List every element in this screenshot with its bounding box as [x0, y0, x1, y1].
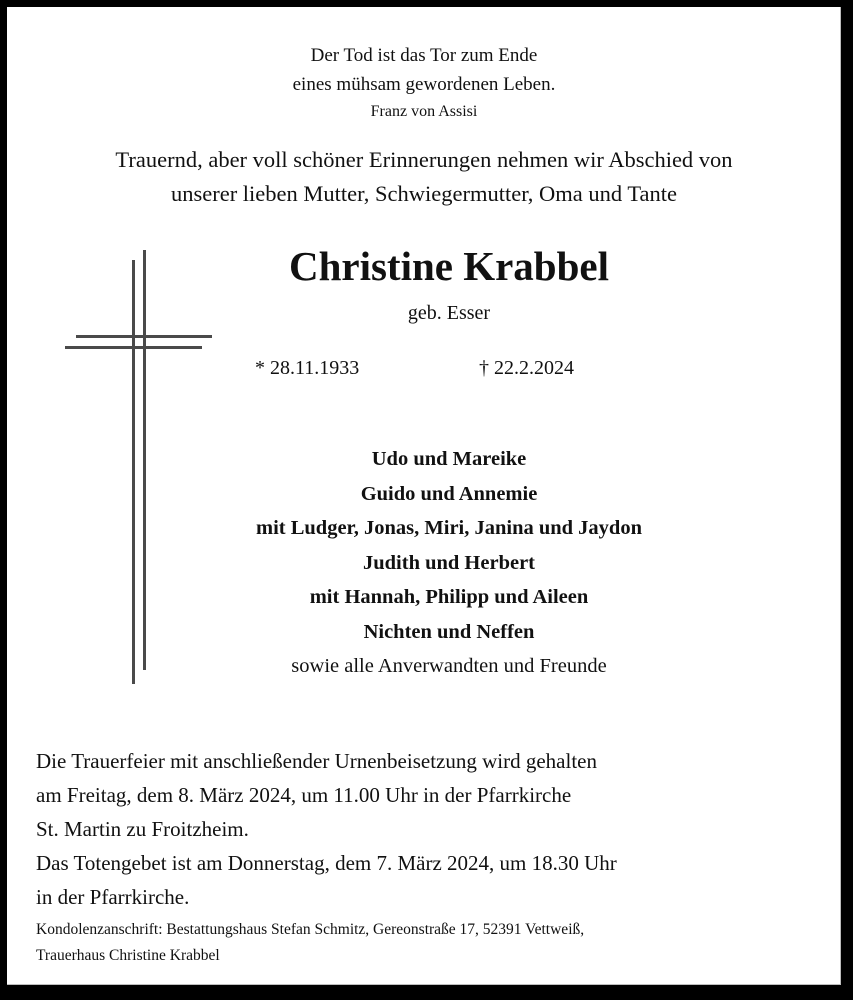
- cross-horizontal-bottom: [65, 346, 202, 349]
- ceremony-line: St. Martin zu Froitzheim.: [36, 817, 249, 841]
- family-line: Judith und Herbert: [363, 551, 535, 574]
- family-line: Udo und Mareike: [371, 448, 527, 470]
- deceased-name: Christine Krabbel: [288, 243, 610, 289]
- condolence-line: Kondolenzanschrift: Bestattungshaus Stefan Schmitz, Gereonstraße 17, 52391 Vettweiß,: [36, 921, 585, 938]
- quote-author: Franz von Assisi: [370, 103, 478, 120]
- condolence-address: [36, 917, 836, 969]
- quote-block: [7, 41, 841, 125]
- ceremony-line: Die Trauerfeier mit anschließender Urnenbeisetzung wird gehalten: [36, 749, 597, 773]
- intro-text: [7, 143, 841, 211]
- family-line: Guido und Annemie: [360, 482, 538, 505]
- ceremony-line: Das Totengebet ist am Donnerstag, dem 7. März 2024, um 18.30 Uhr: [36, 851, 617, 875]
- intro-line: Trauernd, aber voll schöner Erinnerungen nehmen wir Abschied von: [115, 147, 733, 172]
- maiden-name: geb. Esser: [407, 302, 491, 324]
- family-line: mit Hannah, Philipp und Aileen: [309, 586, 589, 608]
- family-list: [7, 442, 841, 684]
- cross-horizontal-top: [76, 335, 212, 338]
- family-line: Nichten und Neffen: [363, 620, 535, 643]
- quote-line: Der Tod ist das Tor zum Ende: [310, 45, 538, 66]
- quote-line: eines mühsam gewordenen Leben.: [292, 74, 556, 95]
- condolence-line: Trauerhaus Christine Krabbel: [36, 947, 220, 964]
- ceremony-line: in der Pfarrkirche.: [36, 885, 190, 909]
- intro-line: unserer lieben Mutter, Schwiegermutter, Oma und Tante: [170, 181, 678, 206]
- birth-date: * 28.11.1933: [255, 357, 360, 379]
- obituary-card: [7, 7, 841, 985]
- ceremony-details: [36, 744, 836, 914]
- family-line: sowie alle Anverwandten und Freunde: [291, 655, 607, 677]
- family-line: mit Ludger, Jonas, Miri, Janina und Jaydon: [256, 517, 642, 539]
- death-date: † 22.2.2024: [479, 357, 574, 379]
- ceremony-line: am Freitag, dem 8. März 2024, um 11.00 Uhr in der Pfarrkirche: [36, 783, 572, 807]
